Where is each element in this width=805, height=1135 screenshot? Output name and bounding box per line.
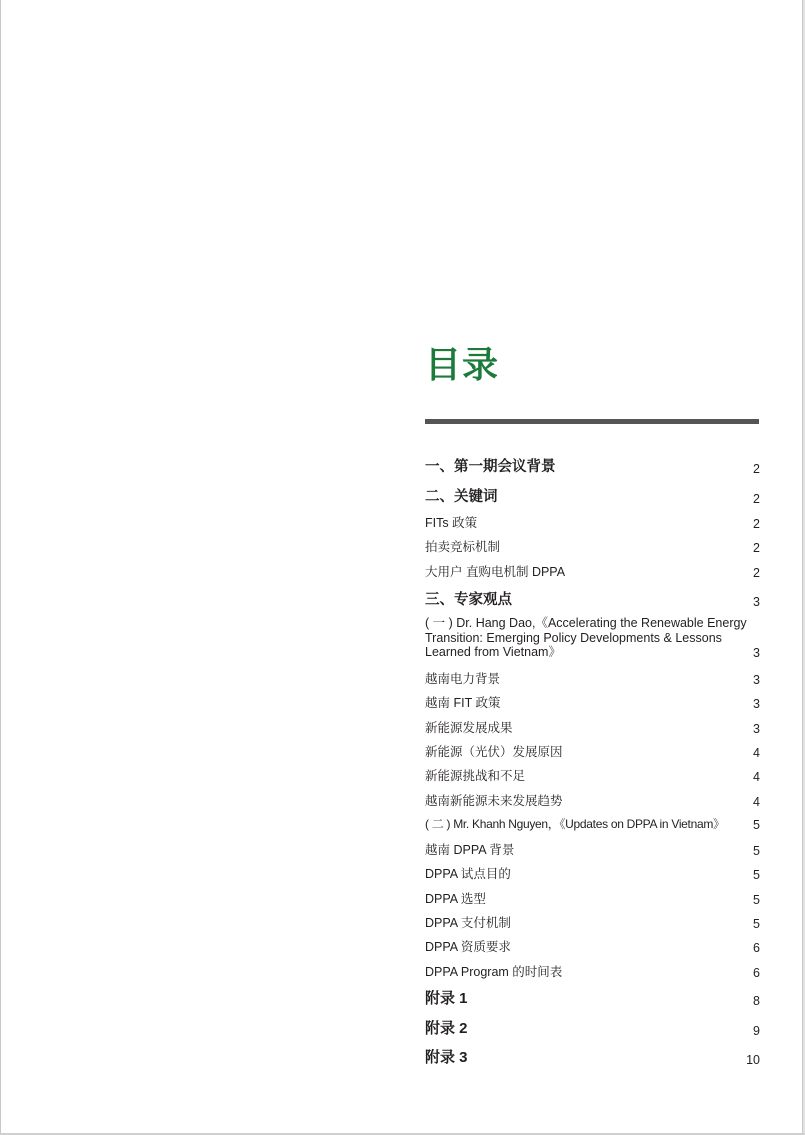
toc-entry-page: 5 — [753, 844, 760, 858]
toc-entry[interactable] — [425, 742, 760, 760]
toc-entry-label: 越南 FIT 政策 — [425, 696, 501, 710]
toc-entry[interactable] — [425, 513, 760, 531]
toc-entry-page: 2 — [753, 517, 760, 531]
toc-entry[interactable] — [425, 962, 760, 980]
toc-entry-page: 2 — [753, 541, 760, 555]
toc-entry-page: 3 — [753, 722, 760, 736]
toc-entry[interactable] — [425, 718, 760, 736]
toc-entry[interactable] — [425, 937, 760, 955]
toc-entry-page: 3 — [753, 595, 760, 609]
toc-entry-page: 10 — [746, 1053, 760, 1067]
toc-entry[interactable] — [425, 864, 760, 882]
toc-entry-label: 越南电力背景 — [425, 672, 501, 686]
toc-entry[interactable] — [425, 1046, 760, 1067]
toc-entry-label: 新能源发展成果 — [425, 721, 513, 735]
toc-entry[interactable] — [425, 669, 760, 687]
toc-entry-page: 3 — [753, 673, 760, 687]
toc-entry-label: 拍卖竞标机制 — [425, 540, 501, 554]
toc-entry[interactable] — [425, 455, 760, 476]
toc-entry[interactable] — [425, 766, 760, 784]
toc-entry[interactable] — [425, 537, 760, 555]
toc-entry-page: 3 — [753, 645, 760, 660]
toc-entry[interactable] — [425, 1017, 760, 1038]
toc-entry-page: 2 — [753, 462, 760, 476]
toc-entry-label: 越南新能源未来发展趋势 — [425, 794, 563, 808]
toc-entry-page: 6 — [753, 941, 760, 955]
toc-entry[interactable] — [425, 693, 760, 711]
toc-entry[interactable] — [425, 791, 760, 809]
toc-entry-label: DPPA Program 的时间表 — [425, 965, 563, 979]
toc-entry-label: 二、关键词 — [425, 489, 498, 505]
toc-entry-label: 新能源挑战和不足 — [425, 769, 526, 783]
toc-entry-label: DPPA 选型 — [425, 892, 486, 906]
toc-entry-label: FITs 政策 — [425, 516, 478, 530]
toc-entry-label: 附录 3 — [425, 1049, 468, 1066]
page-edge-left — [0, 0, 1, 1135]
toc-entry[interactable] — [425, 616, 760, 660]
toc-entry[interactable] — [425, 840, 760, 858]
toc-entry-page: 8 — [753, 994, 760, 1008]
toc-entry-page: 9 — [753, 1024, 760, 1038]
toc-entry[interactable] — [425, 485, 760, 506]
toc-entry-label: DPPA 支付机制 — [425, 916, 511, 930]
toc-entry-label: 附录 1 — [425, 990, 468, 1007]
toc-entry-page: 5 — [753, 818, 760, 832]
toc-entry[interactable] — [425, 889, 760, 907]
toc-entry-page: 5 — [753, 917, 760, 931]
toc-entry-page: 5 — [753, 893, 760, 907]
toc-entry[interactable] — [425, 815, 760, 832]
toc-title: 目录 — [425, 344, 500, 385]
toc-entry-page: 6 — [753, 966, 760, 980]
toc-entry-page: 5 — [753, 868, 760, 882]
toc-entry-page: 4 — [753, 795, 760, 809]
toc-entry-label: 新能源（光伏）发展原因 — [425, 745, 563, 759]
toc-entry-page: 4 — [753, 770, 760, 784]
toc-entry-label: DPPA 试点目的 — [425, 867, 511, 881]
toc-entry-page: 3 — [753, 697, 760, 711]
toc-entry-label: 一、第一期会议背景 — [425, 459, 556, 475]
toc-entry[interactable] — [425, 987, 760, 1008]
toc-entry[interactable] — [425, 588, 760, 609]
toc-entry-label: 大用户 直购电机制 DPPA — [425, 565, 566, 579]
toc-divider — [425, 419, 759, 424]
toc-entry-label: 越南 DPPA 背景 — [425, 843, 515, 857]
toc-entry[interactable] — [425, 913, 760, 931]
toc-entry-page: 2 — [753, 492, 760, 506]
toc-entry-label: DPPA 资质要求 — [425, 940, 511, 954]
toc-entry-page: 2 — [753, 566, 760, 580]
toc-entry-label: 三、专家观点 — [425, 592, 512, 608]
toc-entry-label: ( 一 ) Dr. Hang Dao,《Accelerating the Renewable Energy Transition: Emerging Policy Developments & Lessons Learned from Vietnam》 — [425, 616, 747, 659]
toc-entry[interactable] — [425, 562, 760, 580]
toc-entry-page: 4 — [753, 746, 760, 760]
toc-entry-label: 附录 2 — [425, 1020, 468, 1037]
toc-entry-label: ( 二 ) Mr. Khanh Nguyen，《Updates on DPPA in Vietnam》 — [425, 817, 725, 831]
